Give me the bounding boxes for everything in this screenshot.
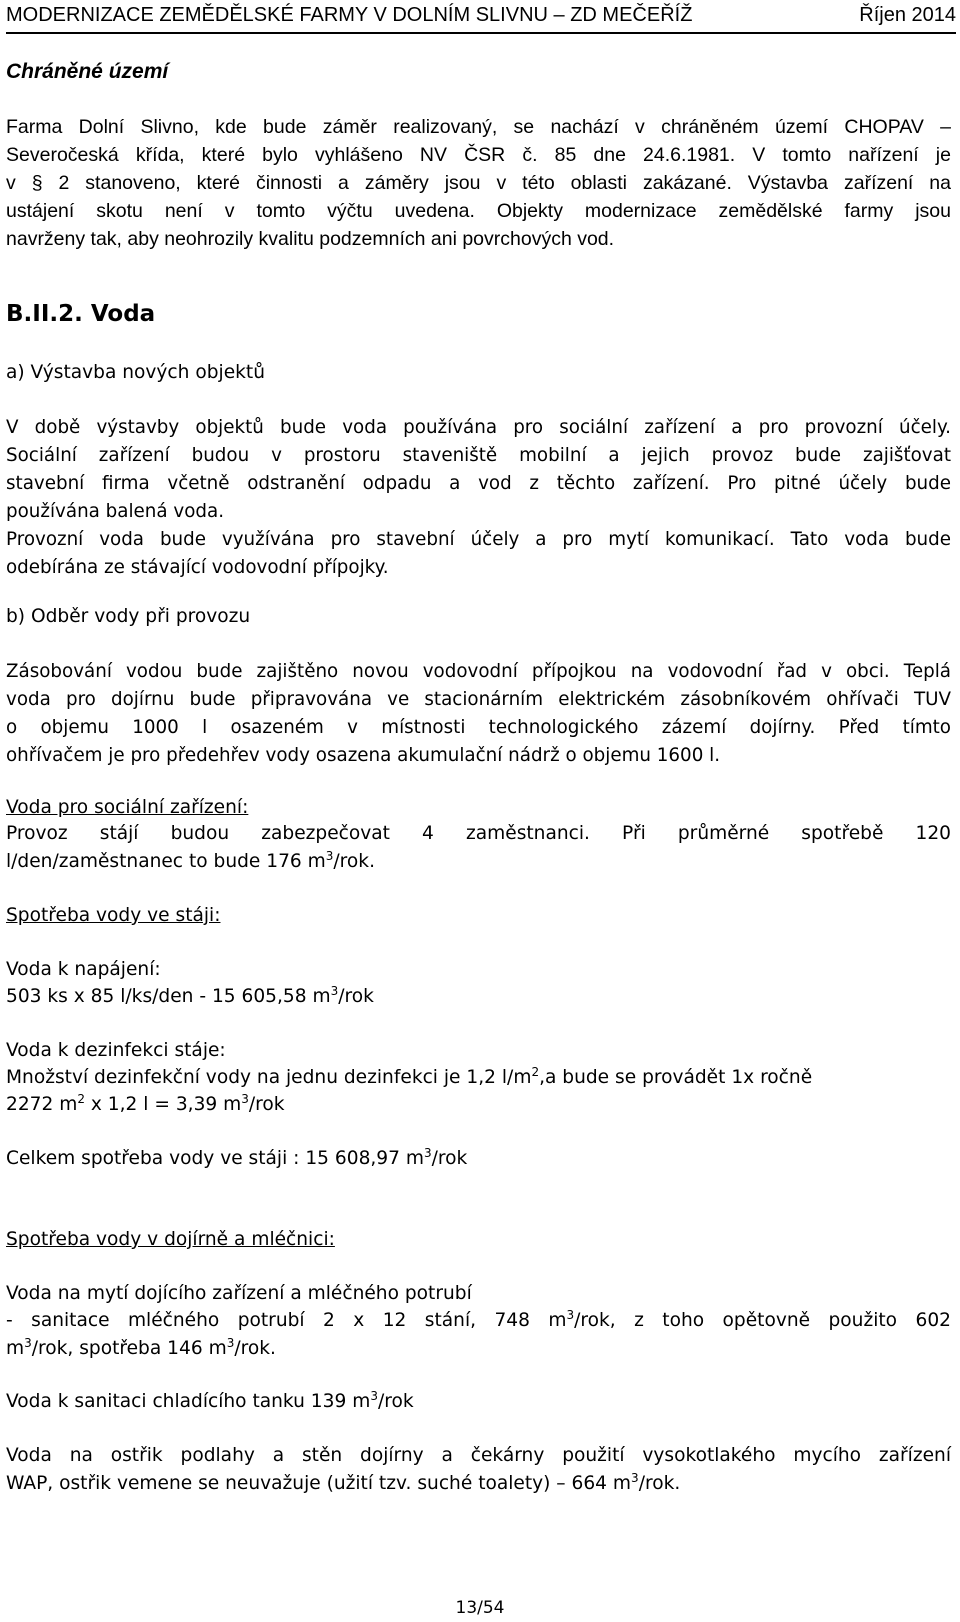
text-line: odebírána ze stávající vodovodní přípojky. bbox=[6, 557, 389, 578]
text-line: V době výstavby objektů bude voda používána pro sociální zařízení a pro provozní účely. bbox=[6, 417, 951, 438]
header-title: MODERNIZACE ZEMĚDĚLSKÉ FARMY V DOLNÍM SLIVNU – ZD MEČEŘÍŽ bbox=[6, 4, 693, 26]
text-line: $m^3$/rok, spotřeba 146 $m^3$/rok. bbox=[6, 1336, 276, 1359]
value-dezinfekce-2: 2272 $m^2$ x 1,2 l = 3,39 $m^3$/rok bbox=[6, 1092, 285, 1115]
subheading-odber: b) Odběr vody při provozu bbox=[6, 606, 251, 627]
text-line: Provozní voda bude využívána pro stavební účely a pro mytí komunikací. Tato voda bude bbox=[6, 529, 951, 550]
text-line: používána balená voda. bbox=[6, 501, 225, 522]
page-header bbox=[6, 2, 956, 34]
text-line: Severočeská křída, které bylo vyhlášeno NV ČSR č. 85 dne 24.6.1981. V tomto nařízení je bbox=[6, 144, 951, 166]
label-myti: Voda na mytí dojícího zařízení a mléčného potrubí bbox=[6, 1283, 472, 1304]
value-celkem: Celkem spotřeba vody ve stáji : 15 608,97 $m^3$/rok bbox=[6, 1146, 468, 1169]
text-line: WAP, ostřik vemene se neuvažuje (užití tzv. suché toalety) – 664 $m^3$/rok. bbox=[6, 1471, 681, 1494]
paragraph-vystavba bbox=[6, 414, 951, 582]
subheading-vystavba: a) Výstavba nových objektů bbox=[6, 362, 265, 383]
text-line: ustájení skotu není v tomto výčtu uvedena. Objekty modernizace zemědělské farmy jsou bbox=[6, 200, 951, 222]
section-heading-chranene: Chráněné území bbox=[6, 60, 169, 83]
label-napajeni: Voda k napájení: bbox=[6, 959, 161, 980]
header-date: Říjen 2014 bbox=[859, 4, 956, 26]
text-line: v § 2 stanoveno, které činnosti a záměry jsou v této oblasti zakázané. Výstavba zařízení na bbox=[6, 172, 951, 194]
text-line: Zásobování vodou bude zajištěno novou vodovodní přípojkou na vodovodní řad v obci. Teplá bbox=[6, 661, 951, 682]
text-line: Sociální zařízení budou v prostoru staveniště mobilní a jejich provoz bude zajišťovat bbox=[6, 445, 951, 466]
value-tank: Voda k sanitaci chladícího tanku 139 $m^3$/rok bbox=[6, 1389, 414, 1412]
paragraph-chranene bbox=[6, 113, 951, 253]
subheading-staj: Spotřeba vody ve stáji: bbox=[6, 905, 221, 926]
paragraph-odber bbox=[6, 658, 951, 770]
label-dezinfekce: Voda k dezinfekci stáje: bbox=[6, 1040, 226, 1061]
value-napajeni: 503 ks x 85 l/ks/den - 15 605,58 $m^3$/rok bbox=[6, 984, 374, 1007]
text-line: stavební firma včetně odstranění odpadu a vod z těchto zařízení. Pro pitné účely bude bbox=[6, 473, 951, 494]
text-line: Voda na ostřik podlahy a stěn dojírny a čekárny použití vysokotlakého mycího zařízení bbox=[6, 1445, 951, 1466]
text-line: l/den/zaměstnanec to bude 176 $m^3$/rok. bbox=[6, 849, 375, 872]
text-line: Farma Dolní Slivno, kde bude záměr realizovaný, se nachází v chráněném území CHOPAV – bbox=[6, 116, 951, 138]
page-number: 13/54 bbox=[455, 1598, 505, 1618]
text-line: voda pro dojírnu bude připravována ve stacionárním elektrickém zásobníkovém ohřívači TUV bbox=[6, 689, 951, 710]
paragraph-ostrik bbox=[6, 1442, 951, 1498]
subheading-dojirna: Spotřeba vody v dojírně a mléčnici: bbox=[6, 1229, 335, 1250]
text-line: Provoz stájí budou zabezpečovat 4 zaměstnanci. Při průměrné spotřebě 120 bbox=[6, 823, 951, 844]
text-line: o objemu 1000 l osazeném v místnosti technologického zázemí dojírny. Před tímto bbox=[6, 717, 951, 738]
text-line: - sanitace mléčného potrubí 2 x 12 stání, 748 $m^3$/rok, z toho opětovně použito 602 bbox=[6, 1308, 951, 1331]
section-heading-voda: B.II.2. Voda bbox=[6, 301, 156, 327]
paragraph-sanitace bbox=[6, 1307, 951, 1363]
paragraph-social bbox=[6, 820, 951, 876]
text-line: navrženy tak, aby neohrozily kvalitu podzemních ani povrchových vod. bbox=[6, 228, 615, 250]
value-dezinfekce-1: Množství dezinfekční vody na jednu dezinfekci je 1,2 $l/m^2,a$ bude se provádět 1x ročně bbox=[6, 1065, 813, 1088]
text-line: ohřívačem je pro předehřev vody osazena akumulační nádrž o objemu 1600 l. bbox=[6, 745, 721, 766]
subheading-social: Voda pro sociální zařízení: bbox=[6, 797, 249, 818]
